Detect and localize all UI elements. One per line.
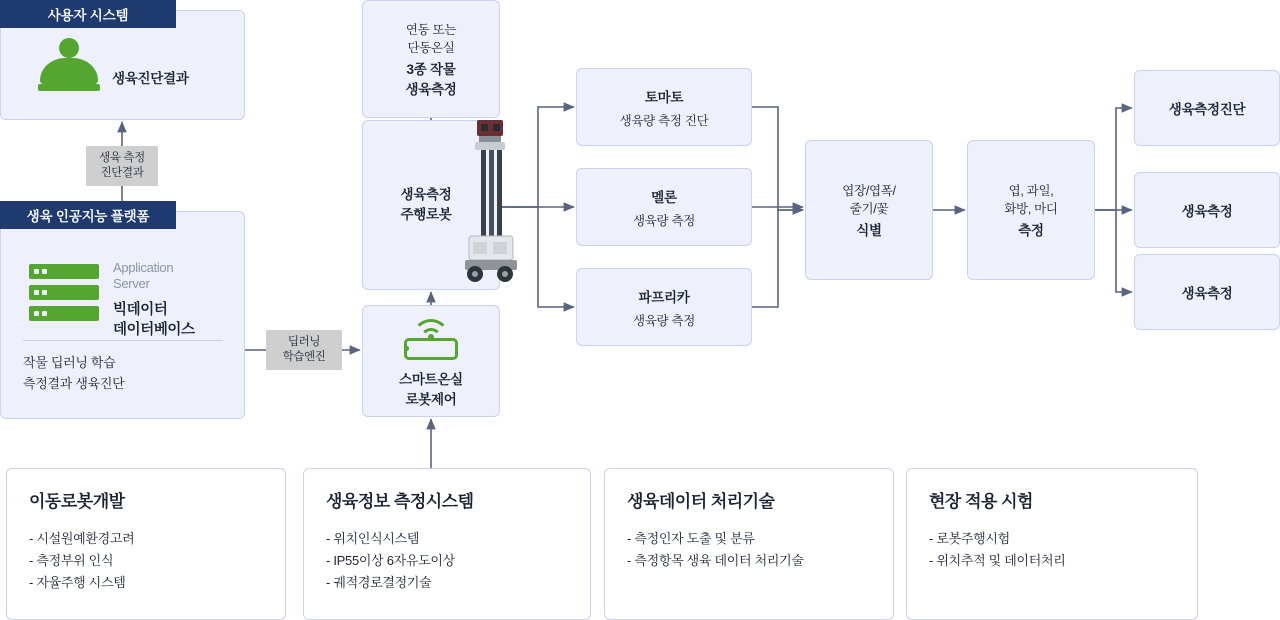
sensing-spec-line2: 단동온실 [407, 41, 455, 55]
deep-learning-engine-tag [266, 330, 342, 370]
diagnosis-result-tag-line1: 생육 측정 [99, 152, 145, 164]
output-box-growth-measure-1 [1134, 172, 1280, 248]
crop-name-melon: 멜론 [651, 189, 677, 205]
database-label: 데이터베이스 [113, 322, 195, 338]
crop-box-paprika [576, 268, 752, 346]
output-label-growth-diagnosis: 생육측정진단 [1168, 102, 1246, 117]
crop-name-tomato: 토마토 [644, 89, 684, 105]
list-item: - 시설원예환경고려 [29, 531, 135, 546]
divider [23, 340, 223, 341]
bigdata-label: 빅데이터 [113, 302, 168, 318]
list-item: - 측정부위 인식 [29, 553, 114, 568]
application-server-label-line1: Application [113, 260, 174, 275]
platform-desc-line2: 측정결과 생육진단 [23, 376, 125, 391]
card-title-mobile-robot-development: 이동로봇개발 [29, 492, 125, 511]
crop-desc-tomato: 생육량 측정 진단 [619, 113, 709, 128]
card-growth-data-processing [604, 468, 894, 620]
deep-learning-tag-line2: 학습엔진 [282, 351, 326, 363]
card-title-field-application-test: 현장 적용 시험 [929, 492, 1033, 511]
robot-label-line1: 생육측정 [400, 187, 452, 202]
sensing-spec-box [362, 0, 500, 118]
list-item: - 측정항목 생육 데이터 처리기술 [627, 553, 804, 568]
crop-name-paprika: 파프리카 [638, 289, 690, 305]
organ-measurement-box [967, 140, 1095, 280]
list-item: - 측정인자 도출 및 분류 [627, 531, 755, 546]
user-system-header: 사용자 시스템 [0, 0, 176, 28]
diagnosis-result-tag-line2: 진단결과 [100, 167, 144, 179]
smart-greenhouse-robot-control-box [362, 305, 500, 417]
output-label-growth-measure-2: 생육측정 [1181, 286, 1233, 301]
card-growth-info-measurement-system [303, 468, 591, 620]
deep-learning-tag-line1: 딥러닝 [287, 336, 321, 348]
sensing-spec-line4: 생육측정 [405, 82, 457, 97]
crop-desc-melon: 생육량 측정 [632, 213, 696, 228]
card-title-growth-info-measurement-system: 생육정보 측정시스템 [326, 492, 474, 511]
list-item: - 위치추적 및 데이터처리 [929, 553, 1066, 568]
measurement-robot-photo [455, 118, 525, 283]
robot-label-line2: 주행로봇 [400, 207, 452, 222]
card-list-mobile-robot-development [29, 528, 265, 594]
sensing-spec-line1: 연동 또는 [405, 23, 457, 37]
sensing-spec-line3: 3종 작물 [406, 62, 456, 77]
application-server-label-line2: Server [113, 276, 150, 291]
list-item: - 로봇주행시험 [929, 531, 1010, 546]
card-field-application-test [906, 468, 1198, 620]
diagnosis-result-tag [86, 146, 158, 186]
list-item: - 자율주행 시스템 [29, 575, 126, 590]
growth-diagnosis-result-label: 생육진단결과 [112, 71, 189, 86]
greenhouse-label-line2: 로봇제어 [405, 392, 457, 407]
organ-identification-box [805, 140, 933, 280]
list-item: - 궤적경로결정기술 [326, 575, 432, 590]
ai-platform-header: 생육 인공지능 플랫폼 [0, 201, 176, 229]
crop-box-melon [576, 168, 752, 246]
card-mobile-robot-development [6, 468, 286, 620]
card-title-growth-data-processing: 생육데이터 처리기술 [627, 492, 775, 511]
crop-box-tomato [576, 68, 752, 146]
person-icon [38, 38, 100, 92]
identify-line2: 줄기/꽃 [849, 202, 889, 216]
measure-line3: 측정 [1018, 223, 1044, 238]
output-box-growth-measure-2 [1134, 254, 1280, 330]
card-list-growth-info-measurement-system [326, 528, 570, 594]
identify-line3: 식별 [856, 223, 882, 238]
server-icon [29, 264, 99, 322]
crop-desc-paprika: 생육량 측정 [632, 313, 696, 328]
card-list-field-application-test [929, 528, 1177, 572]
greenhouse-label-line1: 스마트온실 [399, 372, 463, 387]
list-item: - IP55이상 6자유도이상 [326, 553, 455, 568]
output-label-growth-measure-1: 생육측정 [1181, 204, 1233, 219]
ai-platform-panel [0, 211, 245, 419]
output-box-growth-diagnosis [1134, 70, 1280, 146]
list-item: - 위치인식시스템 [326, 531, 420, 546]
platform-desc-line1: 작물 딥러닝 학습 [23, 355, 116, 370]
measure-line1: 엽, 과일, [1008, 184, 1054, 198]
measure-line2: 화방, 마디 [1004, 202, 1058, 216]
identify-line1: 엽장/엽폭/ [842, 184, 896, 198]
wifi-router-icon [404, 314, 458, 360]
card-list-growth-data-processing [627, 528, 873, 572]
